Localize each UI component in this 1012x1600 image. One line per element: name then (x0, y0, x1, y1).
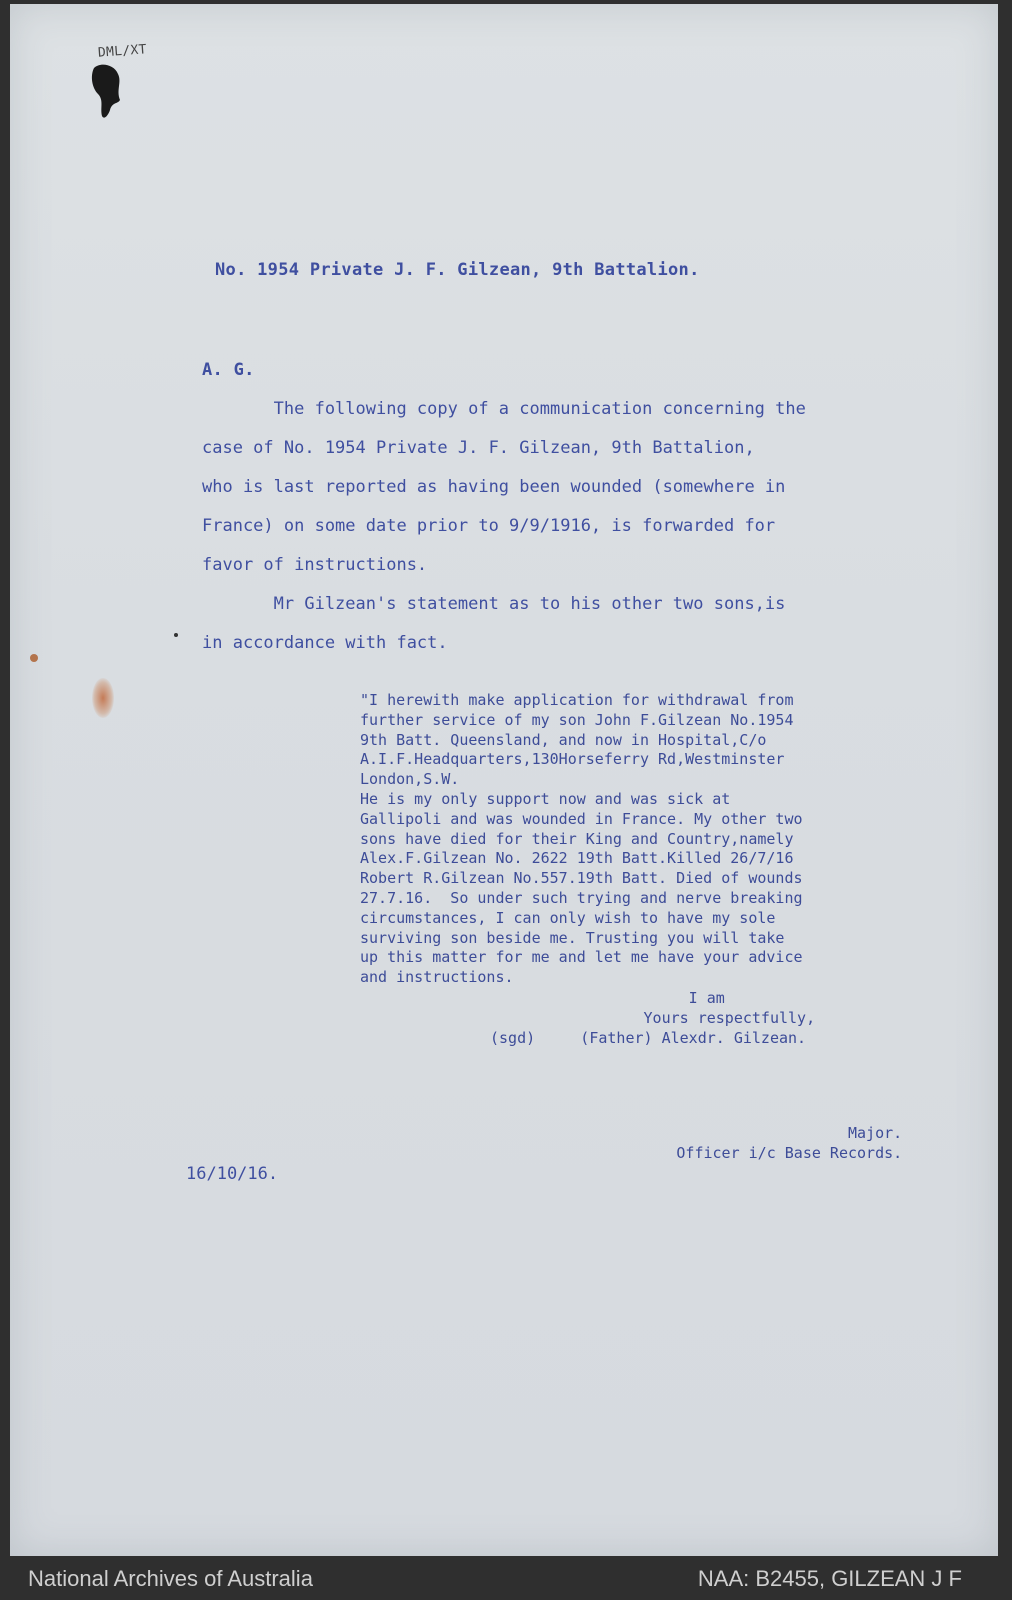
officer-block (622, 1124, 902, 1164)
reference-code: DML/XT (97, 42, 148, 61)
rust-stain (92, 678, 114, 718)
archive-name: National Archives of Australia (28, 1566, 313, 1591)
quoted-letter: "I herewith make application for withdrawal from further service of my son John F.Gilzean No.1954 9th Batt. Queensland, and now in Hospital,C/o A.I.F.Headquarters,130Horseferry Rd,Westminster London,S.W. He is my only support now and was sick at Gallipoli and was wounded in France. My other two sons have died for their King and Country,namely Alex.F.Gilzean No. 2622 19th Batt.Killed 26/7/16 Robert R.Gilzean No.557.19th Batt. Died of wounds 27.7.16. So under such trying and nerve breaking circumstances, I can only wish to have my sole surviving son beside me. Trusting you will take up this matter for me and let me have your advice and instructions. (360, 691, 803, 987)
officer-rank: Major. (848, 1124, 903, 1142)
closing: I am Yours respectfully, (643, 989, 816, 1027)
ink-dot (174, 633, 178, 637)
officer-title: Officer i/c Base Records. (676, 1143, 903, 1162)
archive-footer (0, 1560, 1012, 1596)
document-date: 16/10/16. (186, 1164, 279, 1184)
document-page (10, 4, 998, 1556)
addressee: A. G. (202, 360, 255, 380)
rust-spot (30, 654, 38, 662)
archive-reference: NAA: B2455, GILZEAN J F (697, 1566, 962, 1591)
paragraph-forwarding: The following copy of a communication concerning the case of No. 1954 Private J. F. Gilzean, 9th Battalion, who is last reported as having been wounded (somewhere in France) on some date prior to 9/9/1916, is forwarded for favor of instructions. (202, 399, 806, 575)
paragraph-statement: Mr Gilzean's statement as to his other two sons,is in accordance with fact. (202, 594, 786, 653)
letter-heading: No. 1954 Private J. F. Gilzean, 9th Battalion. (215, 260, 700, 280)
punch-hole-damage (90, 60, 124, 122)
signature-line: (sgd) (Father) Alexdr. Gilzean. (490, 1029, 807, 1047)
